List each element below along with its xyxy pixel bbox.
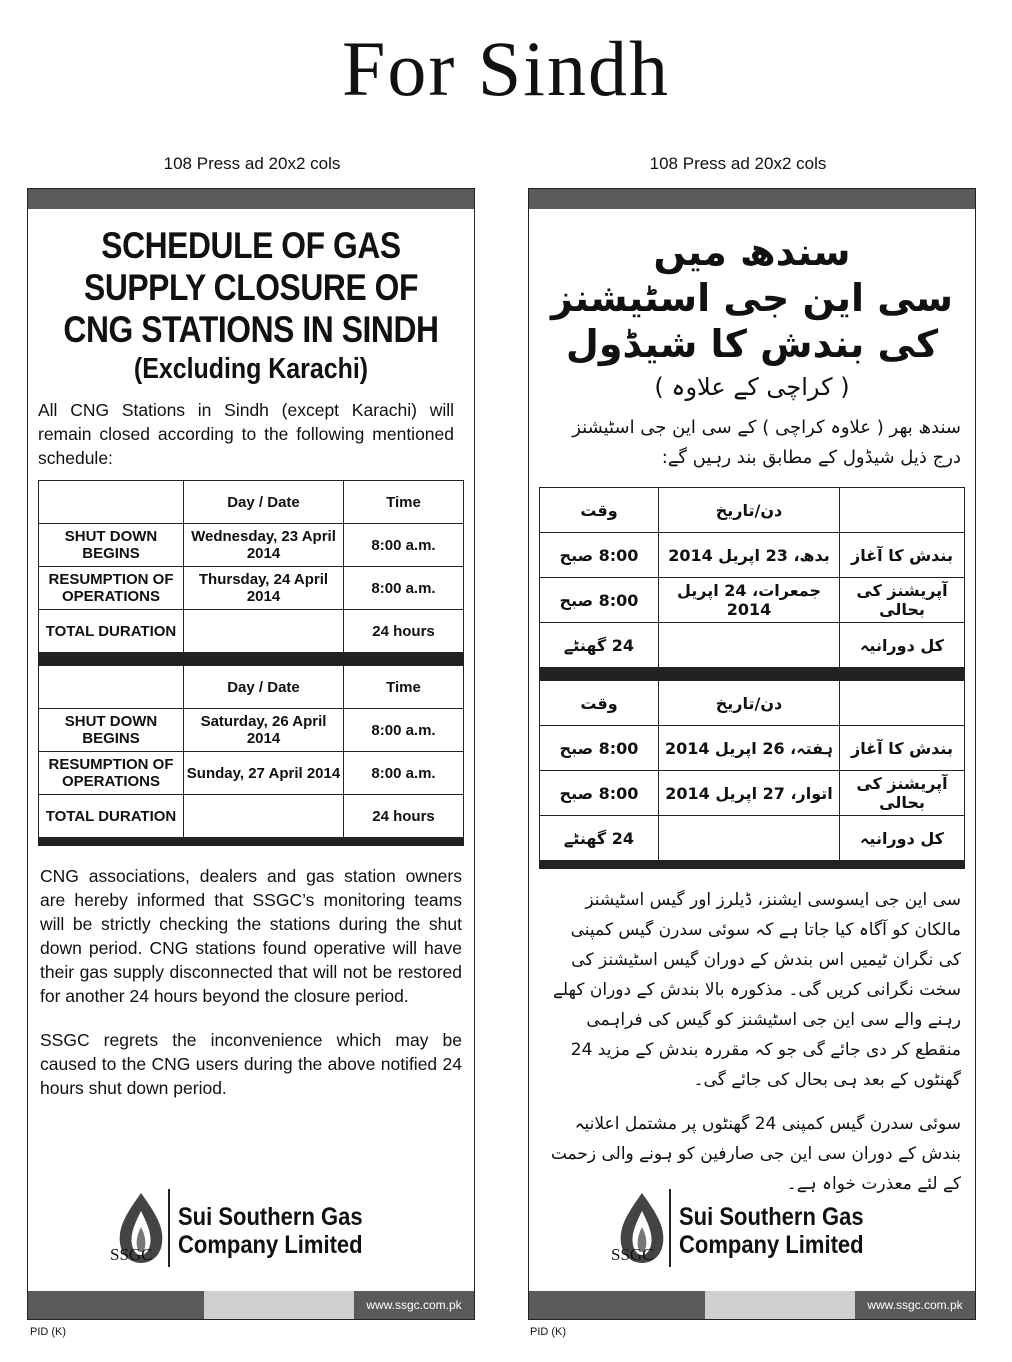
table-divider bbox=[38, 838, 464, 846]
ssgc-logo bbox=[28, 1181, 474, 1271]
caption-right: 108 Press ad 20x2 cols bbox=[649, 154, 827, 173]
row-time: 8:00 a.m. bbox=[344, 567, 464, 610]
website-link[interactable]: www.ssgc.com.pk bbox=[354, 1291, 474, 1319]
urdu-table-1 bbox=[529, 487, 975, 668]
row-label: بندش کا آغاز bbox=[840, 726, 965, 771]
company-name-line: Company Limited bbox=[679, 1231, 864, 1259]
ssgc-abbr: SSGC bbox=[110, 1245, 153, 1264]
row-date: Sunday, 27 April 2014 bbox=[184, 752, 344, 795]
urdu-para2: سوئی سدرن گیس کمپنی 24 گھنٹوں پر مشتمل اعلانیہ بندش کے دوران سی این جی صارفین کو ہونے والی زحمت کے لئے معذرت خواہ ہے۔ bbox=[550, 1114, 961, 1194]
english-panel bbox=[27, 188, 475, 1320]
header-time: Time bbox=[344, 481, 464, 524]
row-time: 8:00 a.m. bbox=[344, 709, 464, 752]
urdu-para1: سی این جی ایسوسی ایشنز، ڈیلرز اور گیس اسٹیشنز مالکان کو آگاہ کیا جاتا ہے کہ سوئی سدرن گیس کمپنی کی نگران ٹیمیں اس بندش کے دوران گیس اسٹیشنز کی سخت نگرانی کریں گی۔ مذکورہ بالا بندش کے دوران کھلے رہنے والے سی این جی اسٹیشنز کو گیس کی فراہمی منقطع کر دی جائے گی جو کہ مقررہ بندش کے مزید 24 گھنٹوں کے بعد ہی بحال کی جائے گی۔ bbox=[552, 890, 961, 1090]
row-label: آپریشنز کی بحالی bbox=[840, 578, 965, 623]
row-date bbox=[184, 610, 344, 653]
row-date: Wednesday, 23 April 2014 bbox=[184, 524, 344, 567]
urdu-panel bbox=[528, 188, 976, 1320]
table-row bbox=[540, 578, 965, 623]
title-line: سی این جی اسٹیشنز bbox=[550, 276, 954, 320]
row-date: Saturday, 26 April 2014 bbox=[184, 709, 344, 752]
row-label: TOTAL DURATION bbox=[39, 795, 184, 838]
row-time: 24 hours bbox=[344, 795, 464, 838]
table-divider bbox=[539, 861, 965, 869]
header-day: دن/تاریخ bbox=[659, 488, 840, 533]
table-row bbox=[39, 709, 464, 752]
row-time: 24 گھنٹے bbox=[540, 816, 659, 861]
row-label: SHUT DOWN BEGINS bbox=[39, 709, 184, 752]
urdu-table-2 bbox=[529, 680, 975, 861]
footer-bar bbox=[28, 1291, 474, 1319]
urdu-title bbox=[529, 229, 975, 367]
header-day: دن/تاریخ bbox=[659, 681, 840, 726]
table-row bbox=[39, 524, 464, 567]
company-name bbox=[178, 1203, 363, 1259]
row-label: RESUMPTION OF OPERATIONS bbox=[39, 567, 184, 610]
english-title bbox=[59, 225, 443, 351]
urdu-intro: سندھ بھر ( علاوہ کراچی ) کے سی این جی اسٹیشنز درج ذیل شیڈول کے مطابق بند رہیں گے: bbox=[572, 417, 961, 468]
title-line: CNG STATIONS IN SINDH bbox=[63, 309, 439, 350]
company-name-line: Sui Southern Gas bbox=[679, 1203, 864, 1231]
ssgc-logo bbox=[529, 1181, 975, 1271]
title-line: SCHEDULE OF GAS bbox=[101, 225, 401, 266]
table-header-row bbox=[540, 681, 965, 726]
english-subtitle: (Excluding Karachi) bbox=[133, 353, 369, 385]
row-time: 8:00 صبح bbox=[540, 771, 659, 816]
row-label: SHUT DOWN BEGINS bbox=[39, 524, 184, 567]
row-label: آپریشنز کی بحالی bbox=[840, 771, 965, 816]
table-divider bbox=[539, 668, 965, 680]
row-date: جمعرات، 24 اپریل 2014 bbox=[659, 578, 840, 623]
logo-divider bbox=[669, 1189, 671, 1267]
header-day: Day / Date bbox=[184, 666, 344, 709]
table-row bbox=[540, 623, 965, 668]
row-date bbox=[184, 795, 344, 838]
header-time: Time bbox=[344, 666, 464, 709]
title-line: سندھ میں bbox=[653, 230, 851, 274]
table-header-row bbox=[540, 488, 965, 533]
header-time: وقت bbox=[540, 681, 659, 726]
row-time: 8:00 صبح bbox=[540, 578, 659, 623]
row-date bbox=[659, 623, 840, 668]
row-label: کل دورانیہ bbox=[840, 623, 965, 668]
table-row bbox=[540, 816, 965, 861]
title-line: SUPPLY CLOSURE OF bbox=[84, 267, 418, 308]
urdu-subtitle: ( کراچی کے علاوہ ) bbox=[654, 373, 850, 401]
title-line: کی بندش کا شیڈول bbox=[565, 322, 939, 366]
pid-left: PID (K) bbox=[30, 1326, 67, 1338]
row-date: ہفتہ، 26 اپریل 2014 bbox=[659, 726, 840, 771]
website-link[interactable]: www.ssgc.com.pk bbox=[855, 1291, 975, 1319]
top-bar bbox=[529, 189, 975, 209]
schedule-table-1 bbox=[28, 480, 474, 653]
row-date bbox=[659, 816, 840, 861]
table-row bbox=[540, 533, 965, 578]
company-name bbox=[679, 1203, 864, 1259]
row-date: بدھ، 23 اپریل 2014 bbox=[659, 533, 840, 578]
row-time: 8:00 a.m. bbox=[344, 752, 464, 795]
ssgc-abbr: SSGC bbox=[611, 1245, 654, 1264]
table-header-row bbox=[39, 481, 464, 524]
table-row bbox=[39, 795, 464, 838]
page-title: For Sindh bbox=[342, 25, 670, 112]
row-time: 8:00 a.m. bbox=[344, 524, 464, 567]
row-time: 24 گھنٹے bbox=[540, 623, 659, 668]
table-row bbox=[39, 567, 464, 610]
english-para1: CNG associations, dealers and gas station owners are hereby informed that SSGC’s monitoring teams will be strictly checking the stations during the shut down period. CNG stations found operative will have their gas supply disconnected that will not be restored for another 24 hours beyond the closure period. bbox=[40, 866, 462, 1006]
header-day: Day / Date bbox=[184, 481, 344, 524]
table-row bbox=[540, 771, 965, 816]
english-para2: SSGC regrets the inconvenience which may be caused to the CNG users during the above notified 24 hours shut down period. bbox=[40, 1030, 462, 1098]
table-row bbox=[39, 610, 464, 653]
row-time: 8:00 صبح bbox=[540, 726, 659, 771]
header-time: وقت bbox=[540, 488, 659, 533]
footer-bar bbox=[529, 1291, 975, 1319]
row-label: RESUMPTION OF OPERATIONS bbox=[39, 752, 184, 795]
company-name-line: Sui Southern Gas bbox=[178, 1203, 363, 1231]
table-row bbox=[39, 752, 464, 795]
row-time: 8:00 صبح bbox=[540, 533, 659, 578]
table-header-row bbox=[39, 666, 464, 709]
row-date: Thursday, 24 April 2014 bbox=[184, 567, 344, 610]
row-time: 24 hours bbox=[344, 610, 464, 653]
row-label: بندش کا آغاز bbox=[840, 533, 965, 578]
logo-divider bbox=[168, 1189, 170, 1267]
table-divider bbox=[38, 653, 464, 665]
english-intro: All CNG Stations in Sindh (except Karachi) will remain closed according to the following mentioned schedule: bbox=[38, 400, 454, 468]
schedule-table-2 bbox=[28, 665, 474, 838]
caption-left: 108 Press ad 20x2 cols bbox=[163, 154, 341, 173]
table-row bbox=[540, 726, 965, 771]
row-label: TOTAL DURATION bbox=[39, 610, 184, 653]
row-date: اتوار، 27 اپریل 2014 bbox=[659, 771, 840, 816]
top-bar bbox=[28, 189, 474, 209]
row-label: کل دورانیہ bbox=[840, 816, 965, 861]
company-name-line: Company Limited bbox=[178, 1231, 363, 1259]
pid-right: PID (K) bbox=[530, 1326, 567, 1338]
